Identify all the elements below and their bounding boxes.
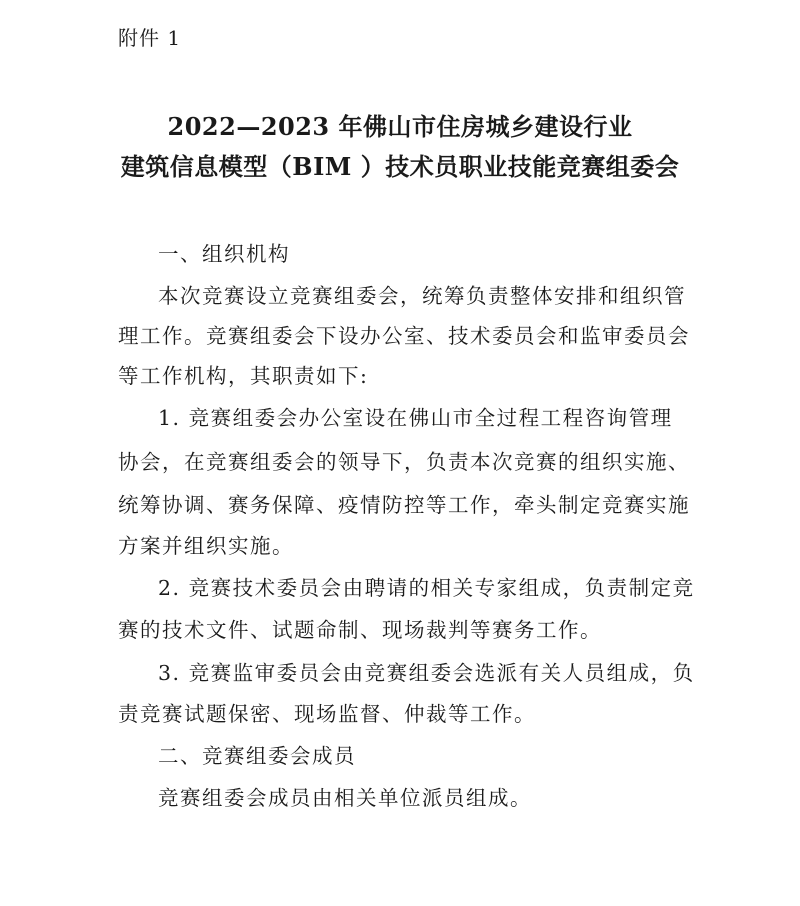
paragraph-line: 统筹协调、赛务保障、疫情防控等工作，牵头制定竞赛实施 bbox=[118, 493, 690, 517]
paragraph-line: 本次竞赛设立竞赛组委会，统筹负责整体安排和组织管 bbox=[158, 284, 686, 308]
paragraph-line: 方案并组织实施。 bbox=[118, 534, 294, 558]
paragraph-line: 等工作机构，其职责如下: bbox=[118, 364, 369, 388]
paragraph-line: 赛的技术文件、试题命制、现场裁判等赛务工作。 bbox=[118, 618, 602, 642]
document-title-line-2: 建筑信息模型（BIM ）技术员职业技能竞赛组委会 bbox=[120, 152, 680, 181]
paragraph-line: 责竞赛试题保密、现场监督、仲裁等工作。 bbox=[118, 702, 536, 726]
paragraph-line: 协会，在竞赛组委会的领导下，负责本次竞赛的组织实施、 bbox=[118, 450, 690, 474]
paragraph-line: 1. 竞赛组委会办公室设在佛山市全过程工程咨询管理 bbox=[158, 406, 673, 430]
document-title-line-1: 2022—2023 年佛山市住房城乡建设行业 bbox=[167, 112, 633, 141]
section-heading-organization: 一、组织机构 bbox=[158, 242, 290, 266]
paragraph-line: 理工作。竞赛组委会下设办公室、技术委员会和监审委员会 bbox=[118, 324, 690, 348]
paragraph-line: 2. 竞赛技术委员会由聘请的相关专家组成，负责制定竞 bbox=[158, 576, 695, 600]
paragraph-line: 竞赛组委会成员由相关单位派员组成。 bbox=[158, 786, 532, 810]
paragraph-line: 3. 竞赛监审委员会由竞赛组委会选派有关人员组成，负 bbox=[158, 661, 695, 685]
section-heading-members: 二、竞赛组委会成员 bbox=[158, 744, 356, 768]
annex-label: 附件 1 bbox=[118, 26, 182, 50]
